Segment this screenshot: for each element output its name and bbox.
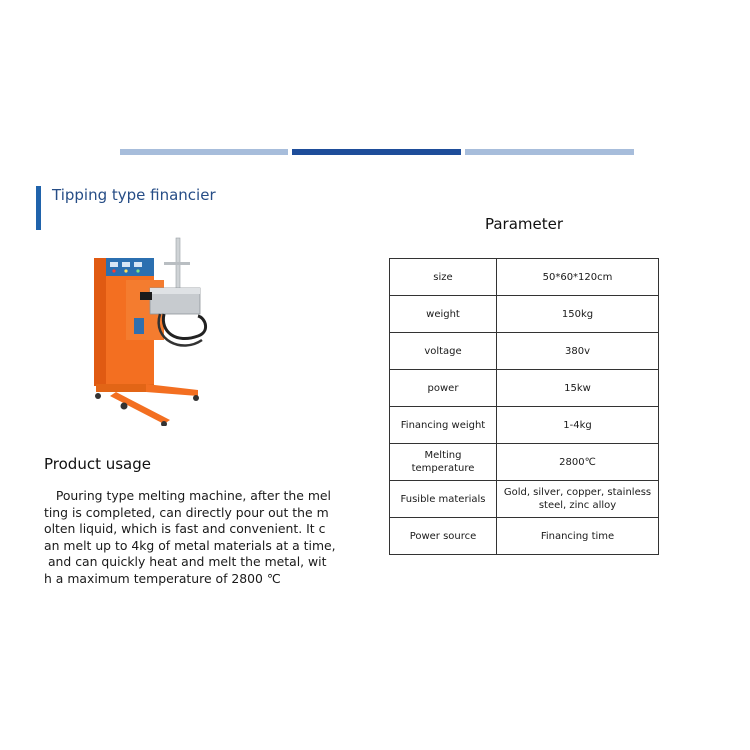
usage-line: and can quickly heat and melt the metal, wit — [44, 554, 327, 569]
param-value: 1-4kg — [497, 407, 659, 444]
param-value: 2800℃ — [497, 444, 659, 481]
usage-line: an melt up to 4kg of metal materials at a time, — [44, 537, 336, 553]
param-label: Melting temperature — [390, 444, 497, 481]
param-value: 15kw — [497, 370, 659, 407]
param-label: Financing weight — [390, 407, 497, 444]
heading-accent-bar — [36, 186, 41, 230]
param-label: weight — [390, 296, 497, 333]
table-row — [390, 518, 659, 555]
param-label: size — [390, 259, 497, 296]
divider-segment-center — [292, 149, 461, 155]
table-row — [390, 444, 659, 481]
table-row — [390, 333, 659, 370]
usage-line: Pouring type melting machine, after the mel — [44, 488, 331, 503]
usage-line: h a maximum temperature of 2800 ℃ — [44, 570, 281, 586]
table-row — [390, 370, 659, 407]
product-usage-text — [44, 488, 344, 587]
melting-machine-image — [86, 236, 216, 426]
table-row — [390, 481, 659, 518]
param-value: 150kg — [497, 296, 659, 333]
table-row — [390, 407, 659, 444]
param-value: 380v — [497, 333, 659, 370]
param-value: Gold, silver, copper, stainless steel, zinc alloy — [497, 481, 659, 518]
param-value: 50*60*120cm — [497, 259, 659, 296]
param-value: Financing time — [497, 518, 659, 555]
param-label: power — [390, 370, 497, 407]
divider-segment-left — [120, 149, 288, 155]
table-row — [390, 296, 659, 333]
usage-line: olten liquid, which is fast and convenient. It c — [44, 521, 326, 536]
page-title: Tipping type financier — [52, 186, 216, 204]
param-label: Fusible materials — [390, 481, 497, 518]
param-label: voltage — [390, 333, 497, 370]
header-divider — [120, 149, 634, 155]
divider-segment-right — [465, 149, 634, 155]
table-row — [390, 259, 659, 296]
usage-line: ting is completed, can directly pour out the m — [44, 504, 329, 520]
param-label: Power source — [390, 518, 497, 555]
parameter-heading: Parameter — [484, 215, 564, 233]
parameter-table — [389, 258, 659, 555]
product-usage-heading: Product usage — [44, 455, 151, 473]
